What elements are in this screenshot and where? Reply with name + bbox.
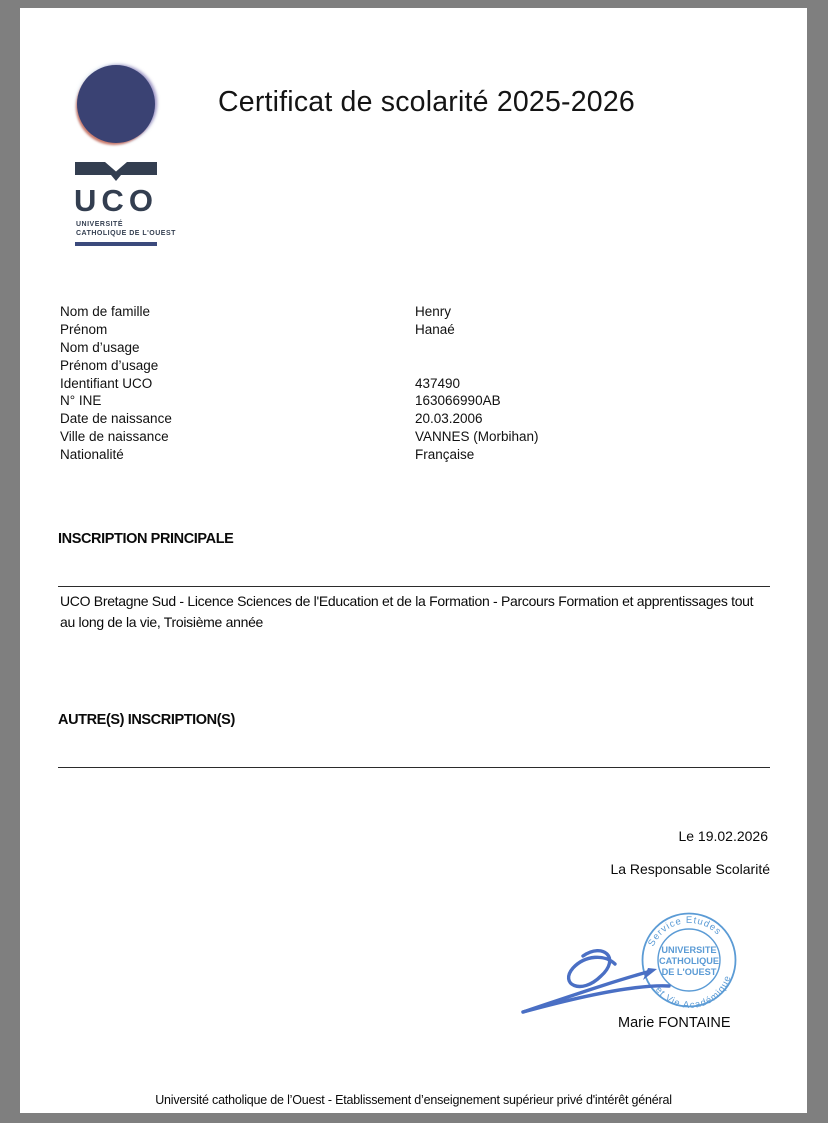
- field-value: Française: [415, 447, 475, 463]
- field-row-birth-date: [60, 410, 780, 428]
- stamp-arc-top-text: Service Etudes: [646, 914, 724, 949]
- signer-name: Marie FONTAINE: [618, 1015, 731, 1031]
- stamp-center-line1: UNIVERSITE: [661, 945, 717, 955]
- field-label: Prénom d’usage: [60, 357, 159, 373]
- stamp-center-line3: DE L'OUEST: [661, 967, 717, 977]
- stamp-center-line2: CATHOLIQUE: [658, 956, 720, 966]
- field-row-usage-first-name: [60, 357, 780, 375]
- issue-date: Le 19.02.2026: [678, 828, 768, 844]
- field-value: Henry: [415, 304, 452, 319]
- field-label: Nationalité: [60, 447, 124, 463]
- uco-logo-underline: [75, 242, 157, 246]
- field-value: 437490: [415, 375, 461, 391]
- field-label: Nom de famille: [60, 304, 151, 319]
- field-row-ine: [60, 392, 780, 410]
- uco-caption-line2: CATHOLIQUE DE L'OUEST: [76, 230, 176, 237]
- main-registration-rule: [58, 586, 770, 587]
- student-identity-fields: [60, 303, 780, 464]
- field-row-uco-id: [60, 375, 780, 393]
- certificate-page: [20, 8, 807, 1113]
- uco-acronym: UCO: [74, 183, 158, 218]
- other-registrations-heading: AUTRE(S) INSCRIPTION(S): [58, 712, 235, 728]
- field-row-nationality: [60, 446, 780, 464]
- field-row-usage-name: [60, 339, 780, 357]
- footer-legal-text: Université catholique de l’Ouest - Etablissement d’enseignement supérieur privé d'intérêt général: [155, 1093, 672, 1107]
- uco-caption-line1: UNIVERSITÉ: [76, 221, 124, 228]
- field-label: Ville de naissance: [60, 429, 169, 445]
- field-row-first-name: [60, 321, 780, 339]
- field-value: [415, 357, 780, 375]
- field-label: Nom d’usage: [60, 339, 140, 355]
- field-value: 20.03.2006: [415, 411, 483, 427]
- other-registrations-rule: [58, 767, 770, 768]
- open-book-icon: [75, 159, 157, 182]
- field-value: [415, 339, 780, 357]
- field-label: Date de naissance: [60, 411, 172, 427]
- stamp-arc-bottom-text: et Vie Académique: [652, 973, 734, 1012]
- field-label: Prénom: [60, 321, 108, 337]
- uco-caption: [76, 220, 186, 238]
- field-row-family-name: [60, 303, 780, 321]
- field-row-birth-city: [60, 428, 780, 446]
- field-label: N° INE: [60, 393, 102, 409]
- uco-globe-icon: [77, 65, 155, 143]
- document-title: Certificat de scolarité 2025-2026: [218, 86, 635, 118]
- field-value: Hanaé: [415, 321, 455, 337]
- main-registration-text: UCO Bretagne Sud - Licence Sciences de l'Education et de la Formation - Parcours Formation et apprentissages tout au long de la vie, Troisième année: [60, 593, 754, 630]
- field-value: VANNES (Morbihan): [415, 429, 539, 445]
- field-value: 163066990AB: [415, 393, 501, 409]
- signer-role: La Responsable Scolarité: [610, 861, 770, 877]
- handwritten-signature: [505, 940, 675, 1020]
- main-registration-heading: INSCRIPTION PRINCIPALE: [58, 531, 234, 547]
- field-label: Identifiant UCO: [60, 375, 153, 391]
